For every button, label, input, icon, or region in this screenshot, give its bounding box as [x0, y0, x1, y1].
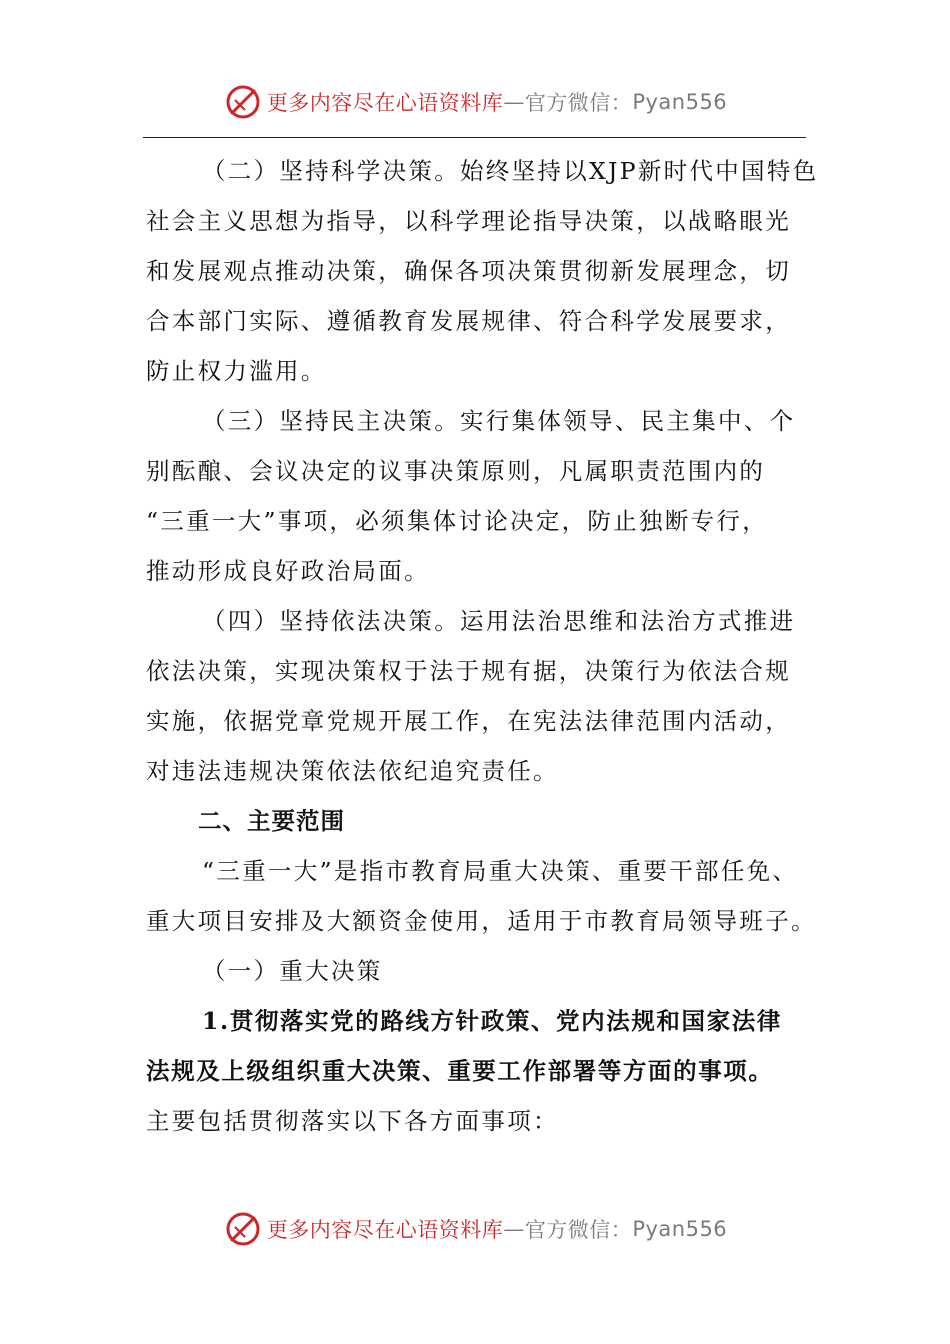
pen-logo-icon	[223, 82, 263, 122]
text-line: “三重一大”事项，必须集体讨论决定，防止独断专行，	[146, 507, 769, 535]
text-line: 社会主义思想为指导，以科学理论指导决策，以战略眼光	[146, 207, 791, 235]
text-line: 实施，依据党章党规开展工作，在宪法法律范围内活动，	[146, 707, 791, 735]
text-line: （四）坚持依法决策。运用法治思维和法治方式推进	[202, 607, 796, 635]
document-body	[146, 146, 819, 1146]
text-line: “三重一大”是指市教育局重大决策、重要干部任免、	[202, 857, 799, 885]
watermark-id: Pyan556	[632, 1217, 728, 1241]
text-line: 重大项目安排及大额资金使用，适用于市教育局领导班子。	[146, 907, 817, 935]
text-line: （三）坚持民主决策。实行集体领导、民主集中、个	[202, 407, 796, 435]
text-line: 推动形成良好政治局面。	[146, 557, 430, 585]
paragraph-scope	[146, 846, 817, 946]
watermark-separator: —	[503, 90, 525, 114]
footer-watermark	[0, 1209, 950, 1249]
watermark-main-text: 更多内容尽在心语资料库	[266, 91, 504, 115]
text-line: 对违法违规决策依法依纪追究责任。	[146, 757, 559, 785]
text-line: 法规及上级组织重大决策、重要工作部署等方面的事项。	[146, 1057, 774, 1085]
text-line: 1.贯彻落实党的路线方针政策、党内法规和国家法律	[202, 1007, 782, 1035]
text-line: 防止权力滥用。	[146, 357, 327, 385]
header-divider	[143, 137, 806, 138]
paragraph-scientific-decision	[146, 146, 819, 396]
paragraph-lawful-decision	[146, 596, 809, 796]
paragraph-main-items: 主要包括贯彻落实以下各方面事项：	[146, 1107, 559, 1135]
text-line: 和发展观点推动决策，确保各项决策贯彻新发展理念，切	[146, 257, 791, 285]
paragraph-democratic-decision	[146, 396, 809, 596]
bold-item	[146, 996, 809, 1096]
watermark-main-text: 更多内容尽在心语资料库	[266, 1218, 504, 1242]
watermark-label: 官方微信：	[524, 91, 633, 115]
watermark-separator: —	[503, 1217, 525, 1241]
text-line: 依法决策，实现决策权于法于规有据，决策行为依法合规	[146, 657, 791, 685]
subheading: （一）重大决策	[202, 957, 383, 985]
section-heading: 二、主要范围	[198, 807, 345, 835]
text-line: （二）坚持科学决策。始终坚持以XJP新时代中国特色	[202, 157, 819, 185]
pen-logo-icon	[223, 1209, 263, 1249]
watermark-id: Pyan556	[632, 90, 728, 114]
text-line: 别酝酿、会议决定的议事决策原则，凡属职责范围内的	[146, 457, 766, 485]
header-watermark	[0, 82, 950, 122]
watermark-label: 官方微信：	[524, 1218, 633, 1242]
text-line: 合本部门实际、遵循教育发展规律、符合科学发展要求，	[146, 307, 791, 335]
